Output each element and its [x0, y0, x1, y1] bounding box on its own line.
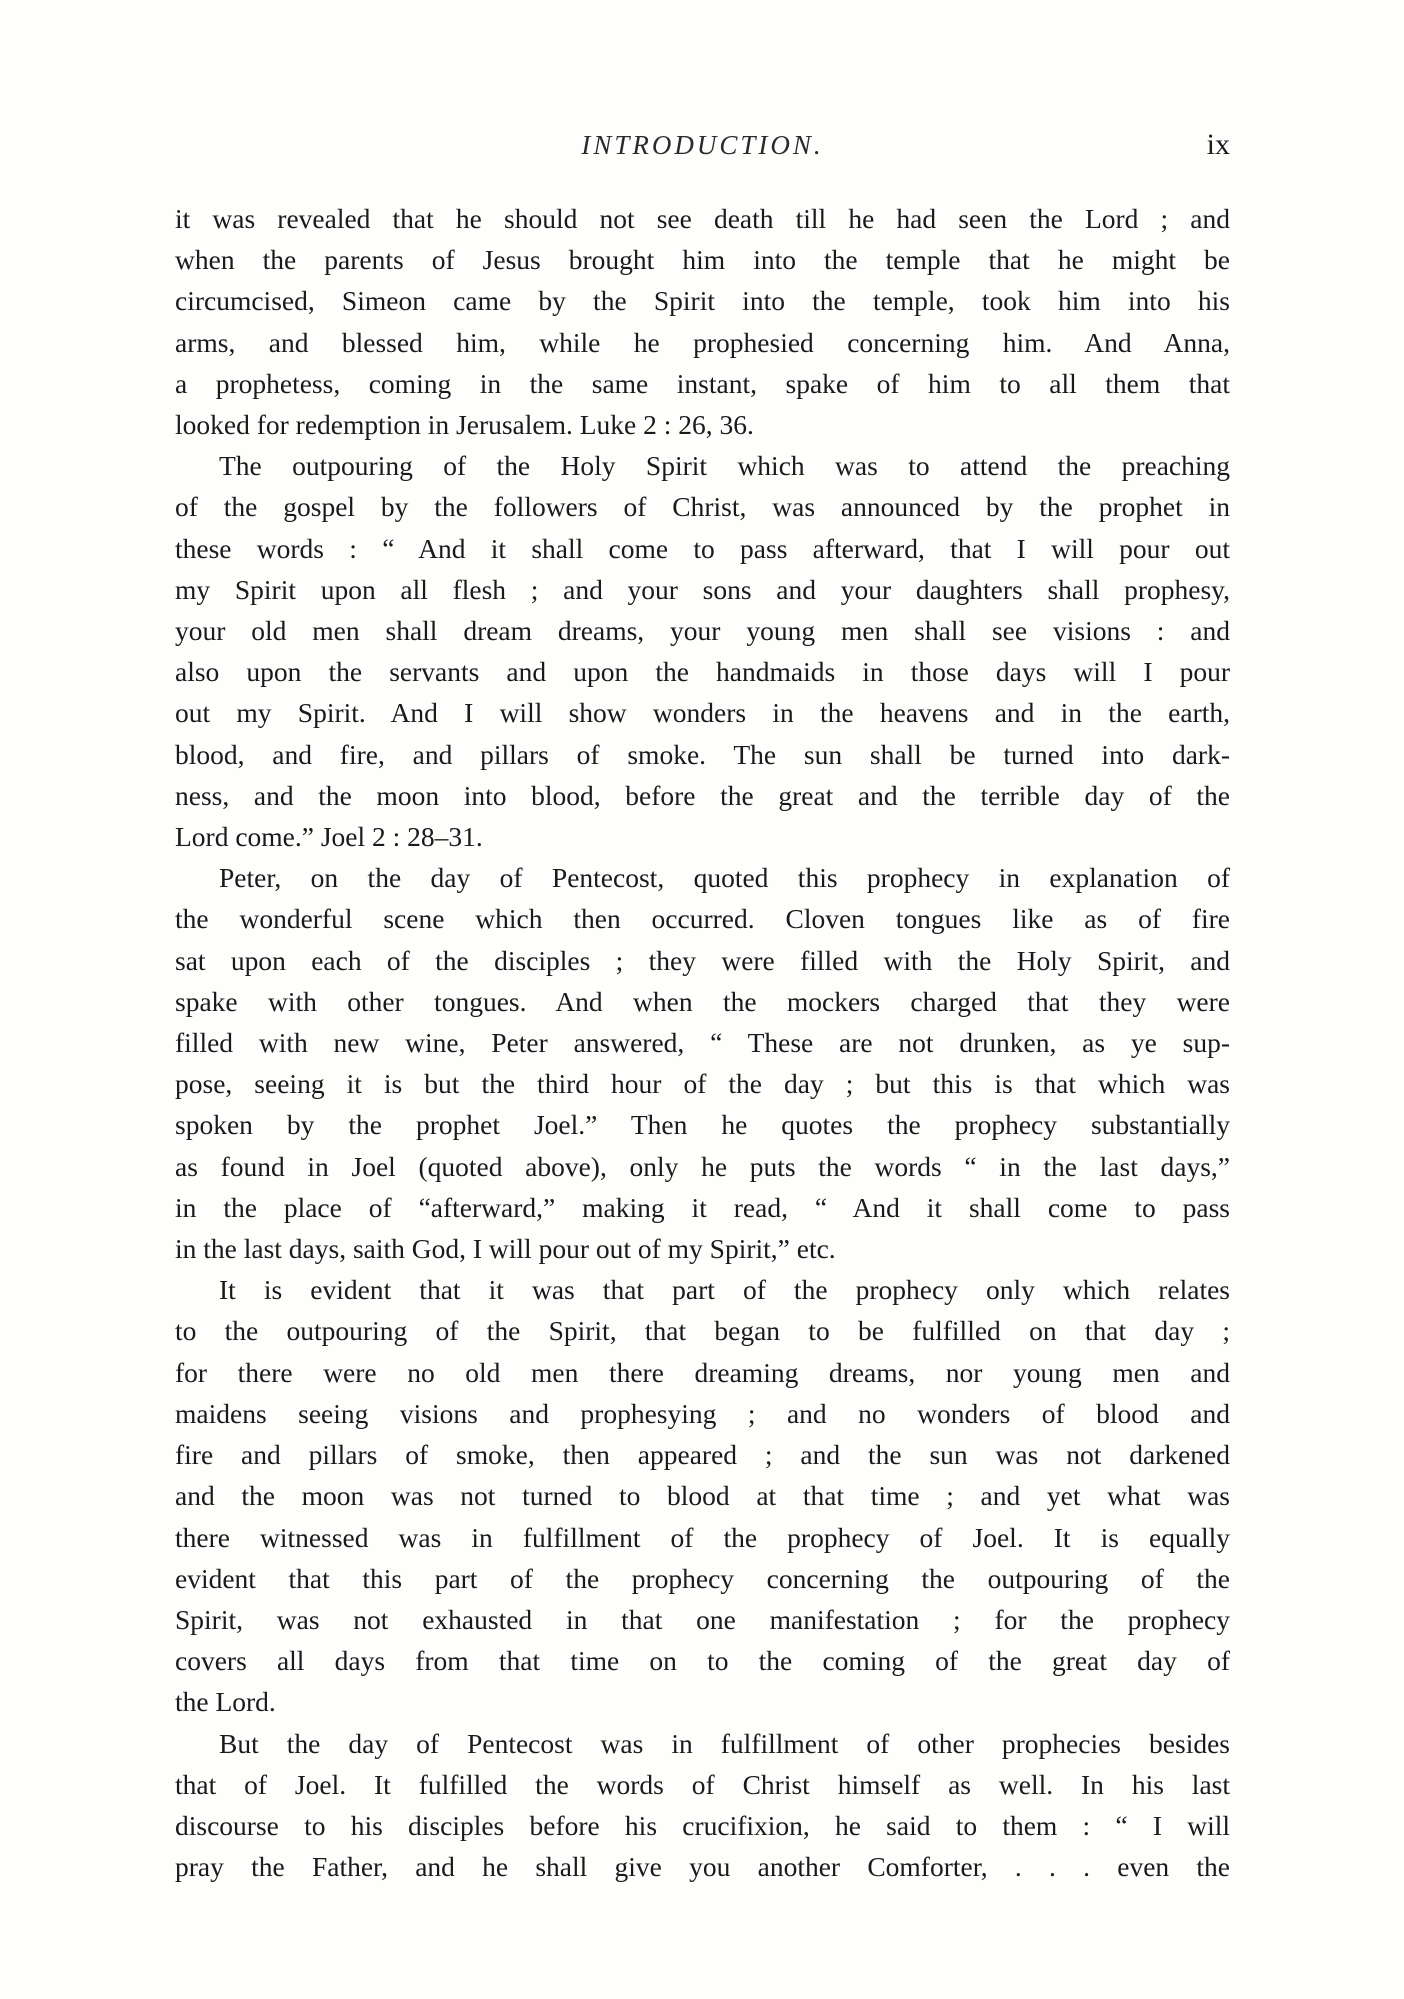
text-line: ness, and the moon into blood, before the great and the terrible day of the — [175, 779, 1230, 811]
body-text — [175, 198, 1230, 1887]
text-line: covers all days from that time on to the coming of the great day of — [175, 1645, 1230, 1677]
text-line: filled with new wine, Peter answered, “ These are not drunken, as ye sup- — [175, 1027, 1230, 1059]
text-line: evident that this part of the prophecy concerning the outpouring of the — [175, 1562, 1230, 1594]
text-line: in the last days, saith God, I will pour out of my Spirit,” etc. — [175, 1233, 836, 1265]
text-line: these words : “ And it shall come to pass afterward, that I will pour out — [175, 532, 1230, 564]
text-line: pray the Father, and he shall give you another Comforter, . . . even the — [175, 1851, 1230, 1883]
text-line: sat upon each of the disciples ; they were filled with the Holy Spirit, and — [175, 944, 1230, 976]
text-line: the wonderful scene which then occurred. Cloven tongues like as of fire — [175, 903, 1230, 935]
paragraph — [175, 857, 1230, 1269]
text-line: my Spirit upon all flesh ; and your sons and your daughters shall prophesy, — [175, 573, 1230, 605]
text-line: the Lord. — [175, 1686, 276, 1718]
text-line: to the outpouring of the Spirit, that began to be fulfilled on that day ; — [175, 1315, 1230, 1347]
text-line: spoken by the prophet Joel.” Then he quotes the prophecy substantially — [175, 1109, 1230, 1141]
text-line: for there were no old men there dreaming dreams, nor young men and — [175, 1356, 1230, 1388]
text-line: arms, and blessed him, while he prophesied concerning him. And Anna, — [175, 326, 1230, 358]
paragraph — [175, 445, 1230, 857]
text-line: maidens seeing visions and prophesying ; and no wonders of blood and — [175, 1397, 1230, 1429]
text-line: spake with other tongues. And when the mockers charged that they were — [175, 985, 1230, 1017]
paragraph — [175, 1269, 1230, 1722]
text-line: your old men shall dream dreams, your young men shall see visions : and — [175, 615, 1230, 647]
text-line: out my Spirit. And I will show wonders in the heavens and in the earth, — [175, 697, 1230, 729]
text-line: Spirit, was not exhausted in that one manifestation ; for the prophecy — [175, 1603, 1230, 1635]
text-line: and the moon was not turned to blood at that time ; and yet what was — [175, 1480, 1230, 1512]
text-line: as found in Joel (quoted above), only he puts the words “ in the last days,” — [175, 1150, 1230, 1182]
text-line: of the gospel by the followers of Christ, was announced by the prophet in — [175, 491, 1230, 523]
text-line: a prophetess, coming in the same instant, spake of him to all them that — [175, 367, 1230, 399]
text-line: pose, seeing it is but the third hour of the day ; but this is that which was — [175, 1068, 1230, 1100]
text-line: also upon the servants and upon the handmaids in those days will I pour — [175, 656, 1230, 688]
text-line: it was revealed that he should not see death till he had seen the Lord ; and — [175, 203, 1230, 234]
running-title: INTRODUCTION. — [581, 130, 824, 160]
text-line: circumcised, Simeon came by the Spirit into the temple, took him into his — [175, 285, 1230, 317]
text-line: The outpouring of the Holy Spirit which was to attend the preaching — [219, 450, 1230, 482]
text-line: discourse to his disciples before his crucifixion, he said to them : “ I will — [175, 1809, 1230, 1841]
paragraph — [175, 198, 1230, 445]
text-line: looked for redemption in Jerusalem. Luke 2 : 26, 36. — [175, 409, 754, 441]
paragraph — [175, 1723, 1230, 1888]
text-line: when the parents of Jesus brought him into the temple that he might be — [175, 244, 1230, 276]
page-number: ix — [1206, 128, 1230, 161]
text-line: in the place of “afterward,” making it read, “ And it shall come to pass — [175, 1191, 1230, 1223]
text-line: It is evident that it was that part of the prophecy only which relates — [219, 1274, 1230, 1306]
text-line: fire and pillars of smoke, then appeared ; and the sun was not darkened — [175, 1439, 1230, 1471]
text-line: Peter, on the day of Pentecost, quoted this prophecy in explanation of — [219, 862, 1230, 894]
text-line: there witnessed was in fulfillment of the prophecy of Joel. It is equally — [175, 1521, 1230, 1553]
text-line: that of Joel. It fulfilled the words of Christ himself as well. In his last — [175, 1768, 1230, 1800]
text-line: Lord come.” Joel 2 : 28–31. — [175, 821, 483, 853]
text-line: But the day of Pentecost was in fulfillment of other prophecies besides — [219, 1727, 1230, 1759]
running-head — [175, 130, 1230, 170]
text-line: blood, and fire, and pillars of smoke. The sun shall be turned into dark- — [175, 738, 1230, 770]
